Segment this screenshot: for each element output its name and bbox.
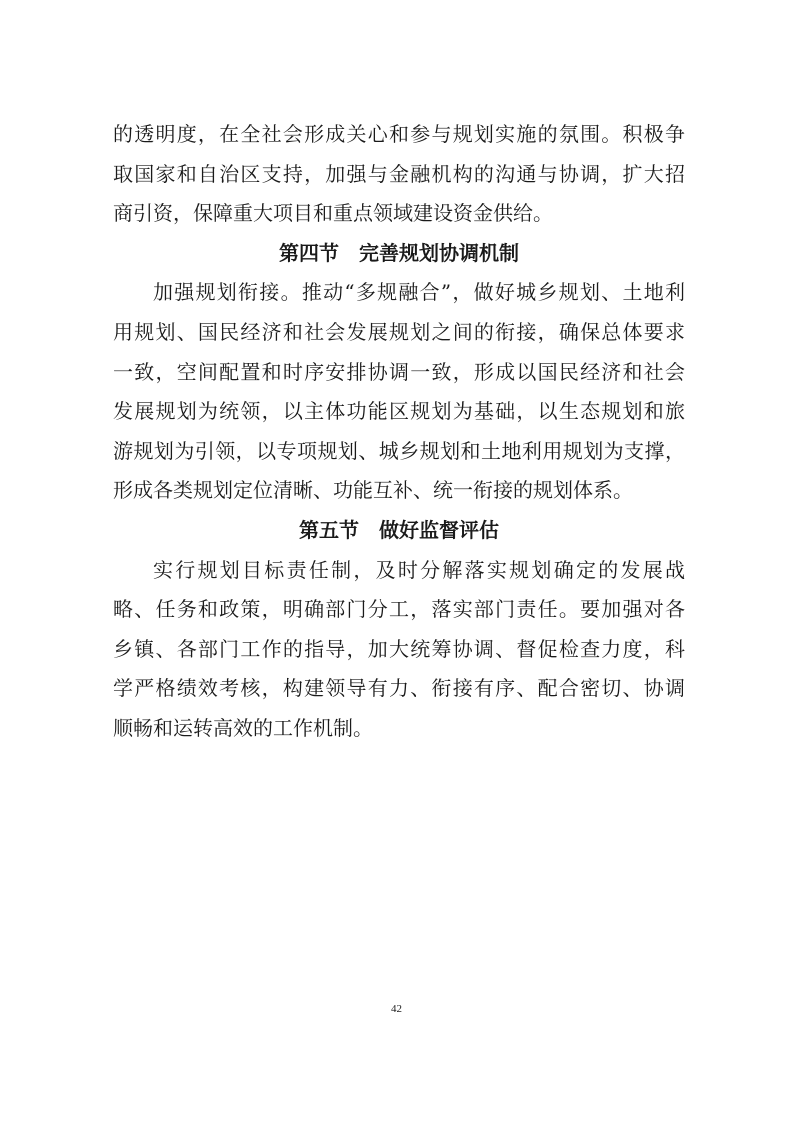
section-4-paragraph [113,273,685,511]
page-body [113,115,685,749]
section-heading-5: 第五节 做好监督评估 [299,517,499,542]
section-heading-4: 第四节 完善规划协调机制 [279,240,519,265]
paragraph-line: 顺畅和运转高效的工作机制。 [113,715,373,740]
paragraph-line: 一致，空间配置和时序安排协调一致，形成以国民经济和社会 [113,359,685,384]
paragraph-line: 加强规划衔接。推动“多规融合”，做好城乡规划、土地利 [153,280,685,305]
paragraph-line: 商引资，保障重大项目和重点领域建设资金供给。 [113,201,553,226]
continuation-paragraph [113,115,685,234]
paragraph-line: 的透明度，在全社会形成关心和参与规划实施的氛围。积极争 [113,122,685,146]
paragraph-line: 乡镇、各部门工作的指导，加大统筹协调、督促检查力度，科 [113,636,685,661]
paragraph-line: 略、任务和政策，明确部门分工，落实部门责任。要加强对各 [113,597,685,622]
paragraph-line: 发展规划为统领，以主体功能区规划为基础，以生态规划和旅 [113,399,685,424]
paragraph-line: 取国家和自治区支持，加强与金融机构的沟通与协调，扩大招 [113,161,685,186]
paragraph-line: 学严格绩效考核，构建领导有力、衔接有序、配合密切、协调 [113,676,685,701]
paragraph-line: 形成各类规划定位清晰、功能互补、统一衔接的规划体系。 [113,478,633,503]
paragraph-line: 用规划、国民经济和社会发展规划之间的衔接，确保总体要求 [113,319,685,344]
paragraph-line: 游规划为引领，以专项规划、城乡规划和土地利用规划为支撑， [113,438,685,463]
paragraph-line: 实行规划目标责任制，及时分解落实规划确定的发展战 [153,557,685,582]
page-number: 42 [391,1003,402,1015]
section-5-paragraph [113,551,685,749]
